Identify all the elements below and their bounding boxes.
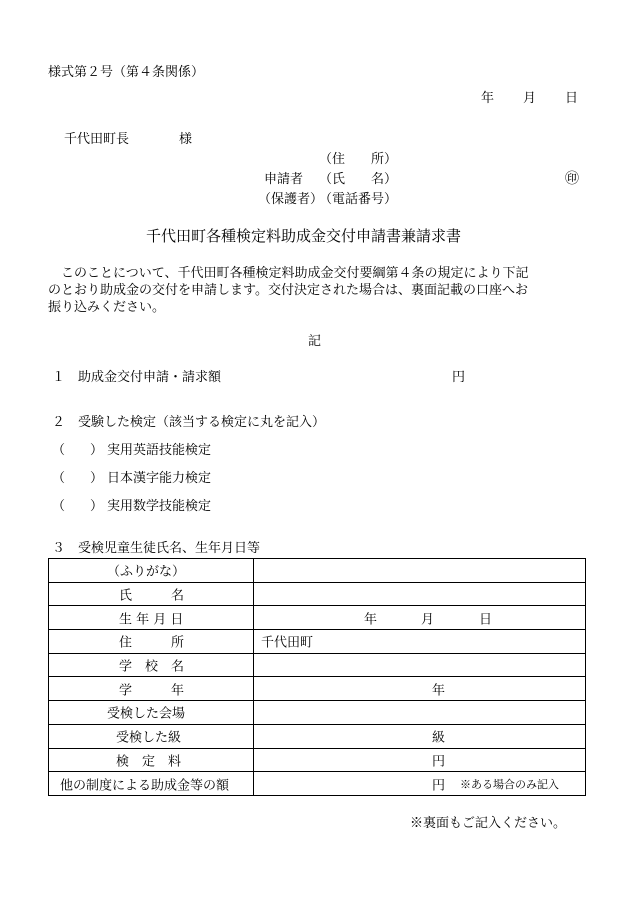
section1-number: １ (52, 370, 66, 385)
body-line-2: のとおり助成金の交付を申請します。交付決定された場合は、裏面記載の口座へお (48, 283, 528, 298)
student-info-table (48, 558, 586, 796)
section1-unit: 円 (452, 370, 466, 385)
row-label-cell (49, 724, 254, 748)
grade-field[interactable] (254, 677, 586, 701)
option-paren-open: （ (52, 499, 66, 514)
table-row (49, 582, 586, 606)
section2-number: ２ (52, 415, 66, 430)
section2-label: 受験した検定（該当する検定に丸を記入） (78, 415, 326, 430)
birthdate-field[interactable] (254, 606, 586, 630)
exam-fee-field[interactable] (254, 748, 586, 772)
table-row (49, 701, 586, 725)
exam-level-field[interactable] (254, 724, 586, 748)
body-line-1: このことについて、千代田町各種検定料助成金交付要綱第４条の規定により下記 (48, 266, 529, 281)
section1-label: 助成金交付申請・請求額 (78, 370, 222, 385)
body-line-3: 振り込みください。 (48, 300, 166, 315)
form-number: 様式第２号（第４条関係） (48, 65, 205, 80)
option-paren-close: ） (90, 443, 104, 458)
addressee-name: 千代田町長 (64, 132, 130, 147)
footer-note: ※裏面もご記入ください。 (410, 816, 567, 831)
student-name-field[interactable] (254, 582, 586, 606)
row-label-cell (49, 701, 254, 725)
address-prefix: 千代田町 (261, 635, 314, 651)
table-row (49, 724, 586, 748)
row-label-cell (49, 606, 254, 630)
birthdate-label: 生 年 月 日 (119, 612, 184, 628)
option-eiken-label: 実用英語技能検定 (107, 443, 212, 458)
row-label-cell (49, 630, 254, 654)
seal-mark: ㊞ (565, 171, 579, 187)
student-address-field[interactable] (254, 630, 586, 654)
other-subsidy-field[interactable] (254, 772, 586, 796)
row-label-cell (49, 653, 254, 677)
document-title: 千代田町各種検定料助成金交付申請書兼請求書 (146, 227, 462, 245)
table-row (49, 748, 586, 772)
other-subsidy-note: ※ある場合のみ記入 (460, 777, 559, 791)
exam-venue-field[interactable] (254, 701, 586, 725)
row-label-cell (49, 772, 254, 796)
option-paren-open: （ (52, 471, 66, 486)
table-row (49, 630, 586, 654)
furigana-field[interactable] (254, 559, 586, 583)
birth-day-label: 日 (479, 612, 493, 628)
table-row (49, 772, 586, 796)
row-label-cell (49, 748, 254, 772)
fee-unit: 円 (432, 754, 446, 770)
other-subsidy-unit: 円 (432, 778, 446, 794)
section3-label: 受検児童生徒氏名、生年月日等 (78, 541, 261, 556)
grade-unit: 年 (432, 683, 446, 699)
date-month-label: 月 (523, 91, 537, 106)
option-paren-close: ） (90, 499, 104, 514)
option-suken-label: 実用数学技能検定 (107, 499, 212, 514)
exam-venue-label: 受検した会場 (107, 706, 186, 722)
row-label-cell (49, 559, 254, 583)
name-label: （氏 名） (319, 172, 398, 187)
exam-fee-label: 検 定 料 (116, 754, 182, 770)
row-label-cell (49, 677, 254, 701)
ki-label: 記 (308, 334, 322, 349)
school-name-field[interactable] (254, 653, 586, 677)
school-name-label: 学 校 名 (119, 659, 185, 675)
other-subsidy-label: 他の制度による助成金等の額 (60, 778, 230, 794)
grade-label: 学 年 (119, 683, 185, 699)
addressee-honorific: 様 (179, 132, 193, 147)
date-day-label: 日 (565, 91, 579, 106)
level-unit: 級 (432, 730, 446, 746)
date-year-label: 年 (481, 91, 495, 106)
applicant-label: 申請者 (264, 172, 304, 187)
table-row (49, 559, 586, 583)
table-row (49, 677, 586, 701)
address-label: （住 所） (319, 152, 398, 167)
address-row-label: 住 所 (119, 635, 185, 651)
birth-month-label: 月 (421, 612, 435, 628)
option-kanken-label: 日本漢字能力検定 (107, 471, 212, 486)
guardian-label: （保護者） (258, 192, 324, 207)
option-paren-close: ） (90, 471, 104, 486)
exam-level-label: 受検した級 (116, 730, 182, 746)
table-row (49, 606, 586, 630)
table-row (49, 653, 586, 677)
furigana-label: （ふりがな） (107, 564, 186, 580)
section3-number: ３ (52, 541, 66, 556)
phone-label: （電話番号） (319, 192, 398, 207)
row-label-cell (49, 582, 254, 606)
name-row-label: 氏 名 (119, 588, 185, 604)
option-paren-open: （ (52, 443, 66, 458)
birth-year-label: 年 (364, 612, 378, 628)
